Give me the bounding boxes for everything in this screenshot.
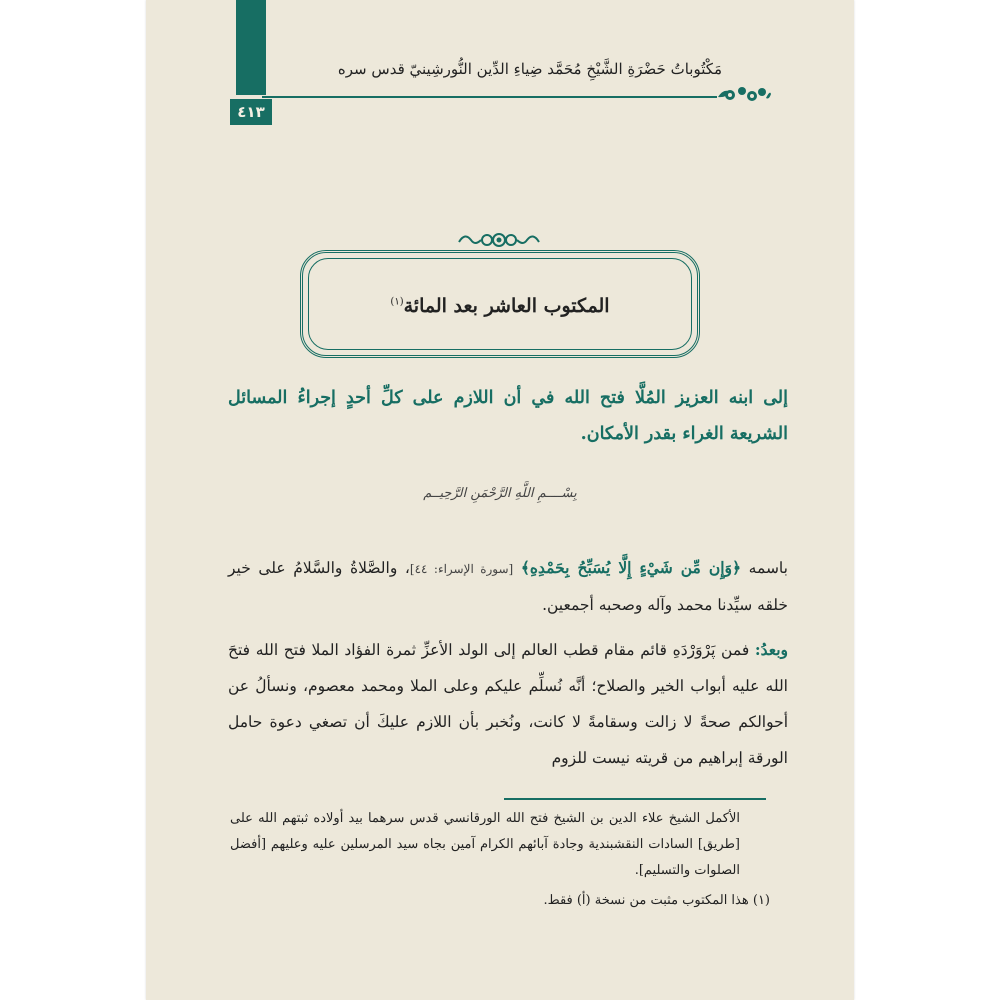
recipient-heading: إلى ابنه العزيز المُلَّا فتح الله في أن اللازم على كلِّ أحدٍ إجراءُ المسائل الشريعة الغراء بقدر الأمكان. [228, 388, 788, 444]
verse-reference: [سورة الإسراء: ٤٤] [409, 562, 514, 576]
lead-word: وبعدُ: [754, 640, 788, 659]
floral-ornament-icon [716, 80, 772, 108]
letter-title [300, 295, 700, 317]
page-number: ٤١٣ [230, 99, 272, 125]
footnotes [230, 806, 770, 914]
footnote-rule [504, 798, 766, 800]
opening-word: باسمه [748, 559, 788, 577]
footnote-1: (١) هذا المكتوب مثبت من نسخة (أ) فقط. [543, 893, 770, 908]
letter-title-text: المكتوب العاشر بعد المائة [403, 295, 610, 317]
opening-rest: ، والصَّلاةُ والسَّلامُ على خير خلقه سيِّدنا محمد وآله وصحبه أجمعين. [228, 559, 788, 614]
quran-verse: ﴿وَإِن مِّن شَيْءٍ إِلَّا يُسَبِّحُ بِحَمْدِهِ﴾ [520, 558, 742, 577]
footnote-continuation: الأكمل الشيخ علاء الدين بن الشيخ فتح الله الورقانسي قدس سرهما بيد أولاده ثبتهم الله على [طريق] السادات النقشبندية وجادة آبائهم الكرام آمين بجاه سيد المرسلين عليه وعليهم [أفضل الصلوات والتسليم]. [230, 811, 740, 878]
basmala: بِسْــــمِ اللَّهِ الرَّحْمَنِ الرَّحِيــم [423, 486, 577, 501]
paragraph-main [228, 632, 788, 776]
title-footnote-marker: (١) [390, 296, 404, 308]
scroll-ornament-icon [455, 230, 543, 250]
paragraph-opening [228, 550, 788, 623]
header-rule [262, 96, 717, 98]
chapter-tab-strip [236, 0, 266, 95]
main-text: فمن پَرْوَرْدَهِ قائم مقام قطب العالم إلى الولد الأعزِّ ثمرة الفؤاد الملا فتح الله فتحَ الله عليه أبواب الخير والصلاح؛ أنَّه نُسلِّم عليكم وعلى الملا ومحمد معصوم، ونسألُ عن أحوالكم صحةً لا زالت وسقامةً لا كانت، ونُخبر بأن اللازم عليكَ أن تصغي دعوة حامل الورقة إبراهيم من قريته نيست للزوم [228, 641, 788, 767]
running-header: مَكْتُوباتُ حَضْرَةِ الشَّيْخِ مُحَمَّد ضِياءِ الدِّين النُّورشِينيّ قدس سره [337, 60, 723, 78]
